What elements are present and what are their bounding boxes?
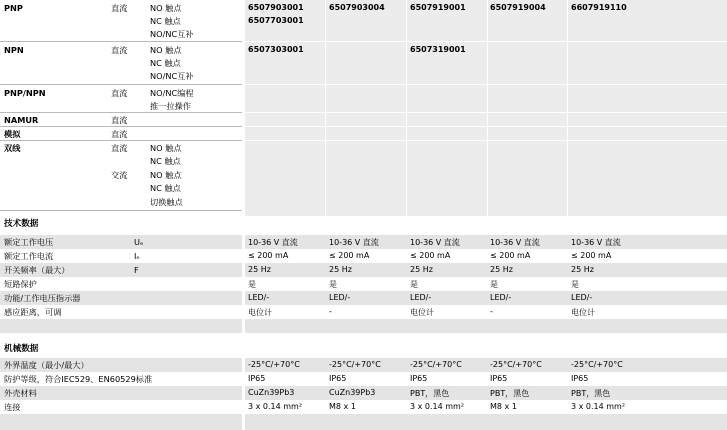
spec-value: 10-36 V 直流: [490, 238, 540, 247]
column-separator: [406, 0, 407, 216]
column-break: [242, 235, 245, 333]
contact-type: NO 触点: [150, 170, 182, 180]
voltage-type: 直流: [111, 45, 128, 55]
row-separator: [0, 140, 242, 141]
output-type-pnp-npn: PNP/NPN: [4, 88, 46, 98]
row-separator: [0, 84, 242, 85]
contact-type: NO 触点: [150, 143, 182, 153]
selection-code-panel: [245, 0, 727, 216]
table-row: [0, 291, 727, 305]
spec-value: IP65: [248, 374, 266, 383]
spec-value: LED/-: [410, 293, 432, 302]
contact-type: NC 触点: [150, 16, 181, 26]
spec-value: 25 Hz: [490, 265, 513, 274]
output-type-analog: 模拟: [4, 129, 21, 139]
contact-type: NO/NC编程: [150, 88, 194, 98]
spec-symbol: Uₑ: [134, 237, 144, 247]
spec-value: LED/-: [329, 293, 351, 302]
spec-value: LED/-: [248, 293, 270, 302]
spec-label: 感应距离，可调: [4, 307, 62, 317]
spec-value: IP65: [329, 374, 347, 383]
output-type-pnp: PNP: [4, 3, 23, 13]
spec-label: 短路保护: [4, 279, 37, 289]
spec-value: ≤ 200 mA: [248, 251, 289, 260]
mech-data-title: 机械数据: [4, 344, 39, 354]
spec-value: 是: [248, 280, 256, 289]
spec-value: 25 Hz: [329, 265, 352, 274]
row-separator: [0, 112, 242, 113]
spec-value: 是: [410, 280, 418, 289]
spec-label: 额定工作电压: [4, 237, 54, 247]
spec-value: 10-36 V 直流: [571, 238, 621, 247]
spec-value: 25 Hz: [410, 265, 433, 274]
spec-value: IP65: [571, 374, 589, 383]
spec-label: 外界温度（最小/最大）: [4, 360, 89, 370]
column-separator: [325, 0, 326, 216]
voltage-type: 交流: [111, 170, 128, 180]
contact-type: NO/NC互补: [150, 29, 194, 39]
spec-value: 10-36 V 直流: [410, 238, 460, 247]
spec-value: CuZn39Pb3: [329, 388, 376, 397]
spec-label: 功能/工作电压指示器: [4, 293, 81, 303]
spec-value: ≤ 200 mA: [410, 251, 451, 260]
table-row: [0, 305, 727, 319]
spec-value: 3 x 0.14 mm²: [571, 402, 626, 411]
order-code: 6507703001: [248, 16, 304, 25]
spec-value: -25°C/+70°C: [410, 360, 462, 369]
contact-type: 切换触点: [150, 197, 183, 207]
spec-value: -25°C/+70°C: [329, 360, 381, 369]
spec-value: M8 x 1: [329, 402, 356, 411]
row-separator: [245, 84, 727, 85]
spec-value: 是: [329, 280, 337, 289]
table-row: [0, 414, 727, 430]
spec-value: -25°C/+70°C: [571, 360, 623, 369]
contact-type: NC 触点: [150, 156, 181, 166]
voltage-type: 直流: [111, 143, 128, 153]
order-code: 6507903001: [248, 3, 304, 12]
column-separator: [487, 0, 488, 216]
spec-value: -: [329, 307, 332, 316]
spec-label: 防护等级，符合IEC529、EN60529标准: [4, 374, 153, 384]
voltage-type: 直流: [111, 129, 128, 139]
spec-value: IP65: [490, 374, 508, 383]
spec-value: PBT，黑色: [410, 389, 450, 398]
spec-value: LED/-: [490, 293, 512, 302]
spec-value: CuZn39Pb3: [248, 388, 295, 397]
spec-value: 10-36 V 直流: [248, 238, 298, 247]
order-code: 6507319001: [410, 45, 466, 54]
output-type-npn: NPN: [4, 45, 24, 55]
spec-value: 是: [571, 280, 579, 289]
order-code: 6507919004: [490, 3, 546, 12]
spec-value: 电位计: [410, 308, 434, 317]
row-separator: [245, 112, 727, 113]
spec-value: ≤ 200 mA: [571, 251, 612, 260]
spec-value: -: [490, 307, 493, 316]
contact-type: NO/NC互补: [150, 71, 194, 81]
spec-label: 开关频率（最大）: [4, 265, 70, 275]
row-separator: [245, 41, 727, 42]
spec-label: 连接: [4, 402, 21, 412]
spec-value: 10-36 V 直流: [329, 238, 379, 247]
contact-type: NO 触点: [150, 3, 182, 13]
contact-type: NO 触点: [150, 45, 182, 55]
spec-symbol: Iₑ: [134, 251, 140, 261]
tech-data-title: 技术数据: [4, 219, 39, 229]
spec-value: 电位计: [248, 308, 272, 317]
table-row: [0, 319, 727, 333]
spec-value: 25 Hz: [248, 265, 271, 274]
voltage-type: 直流: [111, 115, 128, 125]
spec-value: ≤ 200 mA: [329, 251, 370, 260]
spec-value: PBT，黑色: [490, 389, 530, 398]
output-type-two-wire: 双线: [4, 143, 21, 153]
contact-type: NC 触点: [150, 58, 181, 68]
spec-symbol: F: [134, 265, 139, 275]
spec-value: 25 Hz: [571, 265, 594, 274]
row-separator: [0, 210, 242, 211]
voltage-type: 直流: [111, 3, 128, 13]
order-code: 6507903004: [329, 3, 385, 12]
spec-value: -25°C/+70°C: [248, 360, 300, 369]
order-code: 6607919110: [571, 3, 627, 12]
spec-value: M8 x 1: [490, 402, 517, 411]
contact-type: 推一拉操作: [150, 101, 191, 111]
voltage-type: 直流: [111, 88, 128, 98]
column-separator: [567, 0, 568, 216]
order-code: 6507303001: [248, 45, 304, 54]
spec-label: 外壳材料: [4, 388, 37, 398]
spec-value: IP65: [410, 374, 428, 383]
table-row: [0, 263, 727, 277]
spec-value: 电位计: [571, 308, 595, 317]
column-break: [242, 358, 245, 430]
spec-value: 是: [490, 280, 498, 289]
spec-value: PBT，黑色: [571, 389, 611, 398]
table-row: [0, 277, 727, 291]
order-code: 6507919001: [410, 3, 466, 12]
spec-value: ≤ 200 mA: [490, 251, 531, 260]
row-separator: [245, 126, 727, 127]
row-separator: [0, 41, 242, 42]
output-type-namur: NAMUR: [4, 115, 39, 125]
row-separator: [0, 126, 242, 127]
row-separator: [245, 140, 727, 141]
spec-value: LED/-: [571, 293, 593, 302]
spec-value: -25°C/+70°C: [490, 360, 542, 369]
spec-value: 3 x 0.14 mm²: [410, 402, 465, 411]
spec-label: 额定工作电流: [4, 251, 54, 261]
contact-type: NC 触点: [150, 183, 181, 193]
spec-value: 3 x 0.14 mm²: [248, 402, 303, 411]
